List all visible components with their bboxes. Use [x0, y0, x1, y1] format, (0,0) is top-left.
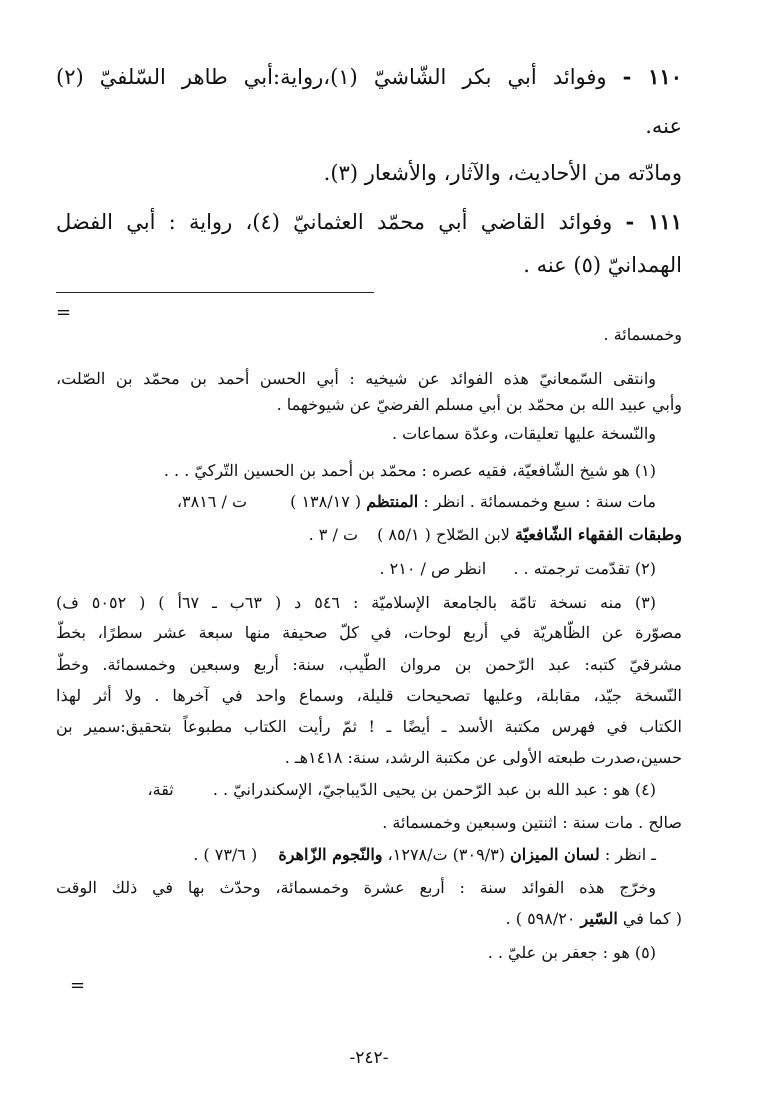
footnote-4-text: (٤) هو : عبد الله بن عبد الرّحمن بن يحيى الدّيباجيّ، الإسكندرانيّ . .: [212, 780, 656, 799]
footnote-1-line: [56, 527, 682, 543]
footnote-3-line: (٣) منه نسخة تامّة بالجامعة الإسلاميّة : ٥٤٦ د ( ٦٣ب ـ ٦٧أ ) ( ٥٠٥٢ ف): [56, 593, 657, 612]
footnote-4-line: صالح . مات سنة : اثنتين وسبعين وخمسمائة .: [382, 813, 682, 832]
footnote-5-line: (٥) هو : جعفر بن عليّ . .: [487, 943, 656, 962]
footnote-3-line: النّسخة جيّد، مقابلة، وعليها تصحيحات قليلة، وسماع واحد في آخرها . ولا أثر لهذا: [56, 686, 682, 705]
footnote-3-line: حسين،صدرت طبعته الأولى عن مكتبة الرشد، سنة: ١٤١٨هـ .: [284, 748, 682, 767]
footnote-4-ref: ( ٧٣/٦ ) .: [193, 845, 258, 864]
entry-111-continuation: الهمدانيّ (٥) عنه .: [523, 253, 682, 277]
footnote-4-text: ( كما في: [622, 909, 682, 928]
footnote-line: وخمسمائة .: [603, 325, 682, 344]
footnote-4-line: [56, 847, 682, 863]
footnote-4-line: [56, 911, 682, 927]
footnote-line: وأبي عبيد الله بن محمّد بن أبي مسلم الفرضيّ عن شيوخهما .: [276, 395, 682, 414]
entry-111-line: [56, 211, 682, 233]
entry-110-line: [56, 66, 682, 88]
footnote-1-line: [56, 494, 682, 510]
footnote-line: والنّسخة عليها تعليقات، وعدّة سماعات .: [391, 424, 656, 443]
footnote-3-line: مشرقيّ كتبه: عبد الرّحمن بن مروان الطّيب، سنة: أربع وسبعين وخمسمائة. وخطّ: [56, 655, 683, 674]
entry-110-continuation: عنه.: [645, 114, 682, 138]
footnote-3-line: الكتاب في فهرس مكتبة الأسد ـ أيضًا ـ ! ثمّ رأيت الكتاب مطبوعاً بتحقيق:سمير بن: [56, 717, 682, 736]
footnote-4-book: والنّجوم الزّاهرة: [278, 845, 383, 864]
footnote-1-text: مات سنة : سبع وخمسمائة . انظر :: [423, 492, 656, 511]
footnote-1-ref: ( ١٣٨/١٧ ): [290, 492, 362, 511]
footnote-4-text: ـ انظر :: [604, 845, 656, 864]
footnote-4-line: [56, 782, 682, 798]
footnote-3-line: مصوّرة عن الظّاهريّة في أربع لوحات، في كلّ صحيفة منها سبعة عشر سطرًا، بخطّ: [56, 623, 682, 642]
entry-110-text: وفوائد أبي بكر الشّاشيّ (١)،رواية:أبي طاهر السّلفيّ (٢): [56, 65, 607, 89]
footnote-4-ref: (٣٠٩/٣) ت/١٢٧٨،: [387, 845, 505, 864]
footnote-1-line: (١) هو شيخ الشّافعيّة، فقيه عصره : محمّد بن أحمد بن الحسين التّركيّ . . .: [163, 461, 656, 480]
page-number: -٢٤٢-: [349, 1048, 389, 1068]
continuation-mark-top: =: [56, 302, 72, 323]
footnote-1-text: لابن الصّلاح ( ٨٥/١ ): [377, 525, 510, 544]
entry-110-number: ١١٠ -: [622, 64, 682, 89]
material-line: ومادّته من الأحاديث، والآثار، والأشعار (٣).: [323, 161, 682, 185]
footnote-2-line: [56, 561, 682, 577]
continuation-mark-bottom: =: [70, 975, 86, 996]
footnote-4-end: ثقة،: [147, 780, 174, 799]
footnote-2-text: (٢) تقدّمت ترجمته . .: [513, 559, 656, 578]
footnote-4-line: وخرّج هذه الفوائد سنة : أربع عشرة وخمسمائة، وحدّث بها في ذلك الوقت: [56, 878, 656, 897]
entry-111-text: وفوائد القاضي أبي محمّد العثمانيّ (٤)، رواية : أبي الفضل: [56, 210, 613, 234]
footnote-1-book: وطبقات الفقهاء الشّافعيّة: [515, 525, 682, 544]
footnote-line: وانتقى السّمعانيّ هذه الفوائد عن شيخيه : أبي الحسن أحمد بن محمّد بن الصّلت،: [56, 369, 656, 388]
footnote-4-ref: ٥٩٨/٢٠ ) .: [505, 909, 576, 928]
page: [56, 0, 682, 1108]
footnote-1-end: ت / ٣ .: [308, 525, 358, 544]
footnote-2-ref: انظر ص / ٢١٠ .: [379, 559, 487, 578]
entry-111-number: ١١١ -: [625, 209, 682, 234]
footnote-4-book: لسان الميزان: [510, 845, 600, 864]
footnote-4-book: السّير: [580, 909, 618, 928]
footnote-1-end: ت / ٣٨١٦،: [176, 492, 248, 511]
footnote-1-book: المنتظم: [366, 492, 419, 511]
footnote-separator: [56, 292, 374, 293]
